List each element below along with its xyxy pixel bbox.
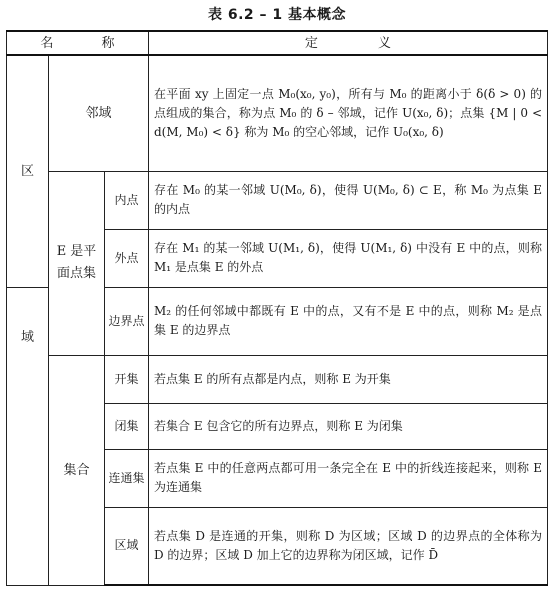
region-label-top: 区 xyxy=(7,55,49,287)
term-closed-set: 闭集 xyxy=(105,403,149,449)
definition-interior: 存在 M₀ 的某一邻域 U(M₀, δ)，使得 U(M₀, δ) ⊂ E，称 M₀ 为点集 E 的内点 xyxy=(149,171,548,229)
table-caption: 表 6.2 – 1 基本概念 xyxy=(207,7,347,23)
region-label-bottom: 域 xyxy=(7,287,49,585)
definition-open-set: 若点集 E 的所有点都是内点，则称 E 为开集 xyxy=(149,355,548,403)
header-definition: 定 义 xyxy=(149,31,548,55)
term-connected-set: 连通集 xyxy=(105,449,149,507)
header-name: 名 称 xyxy=(7,31,149,55)
definition-region: 若点集 D 是连通的开集，则称 D 为区域；区域 D 的边界点的全体称为 D 的边界；区域 D 加上它的边界称为闭区域，记作 D̄ xyxy=(149,507,548,585)
group-point-set: E 是平面点集 xyxy=(49,171,105,355)
table-row xyxy=(7,355,548,403)
term-exterior: 外点 xyxy=(105,229,149,287)
definition-connected-set: 若点集 E 中的任意两点都可用一条完全在 E 中的折线连接起来，则称 E 为连通集 xyxy=(149,449,548,507)
term-boundary: 边界点 xyxy=(105,287,149,355)
table-header-row xyxy=(7,31,548,55)
term-interior: 内点 xyxy=(105,171,149,229)
definition-exterior: 存在 M₁ 的某一邻域 U(M₁, δ)，使得 U(M₁, δ) 中没有 E 中的点，则称 M₁ 是点集 E 的外点 xyxy=(149,229,548,287)
table-row xyxy=(7,55,548,171)
basic-concepts-table xyxy=(6,30,548,586)
definition-closed-set: 若集合 E 包含它的所有边界点，则称 E 为闭集 xyxy=(149,403,548,449)
table-row xyxy=(7,171,548,229)
definition-boundary: M₂ 的任何邻域中都既有 E 中的点，又有不是 E 中的点，则称 M₂ 是点集 E 的边界点 xyxy=(149,287,548,355)
term-neighborhood: 邻域 xyxy=(49,55,149,171)
definition-neighborhood: 在平面 xy 上固定一点 M₀(x₀, y₀)，所有与 M₀ 的距离小于 δ(δ > 0) 的点组成的集合，称为点 M₀ 的 δ – 邻域，记作 U(x₀, δ)；点集 {M | 0 < d(M, M₀) < δ} 称为 M₀ 的空心邻域，记作 U₀(x₀, δ) xyxy=(149,55,548,171)
term-region: 区域 xyxy=(105,507,149,585)
group-set: 集合 xyxy=(49,355,105,585)
term-open-set: 开集 xyxy=(105,355,149,403)
